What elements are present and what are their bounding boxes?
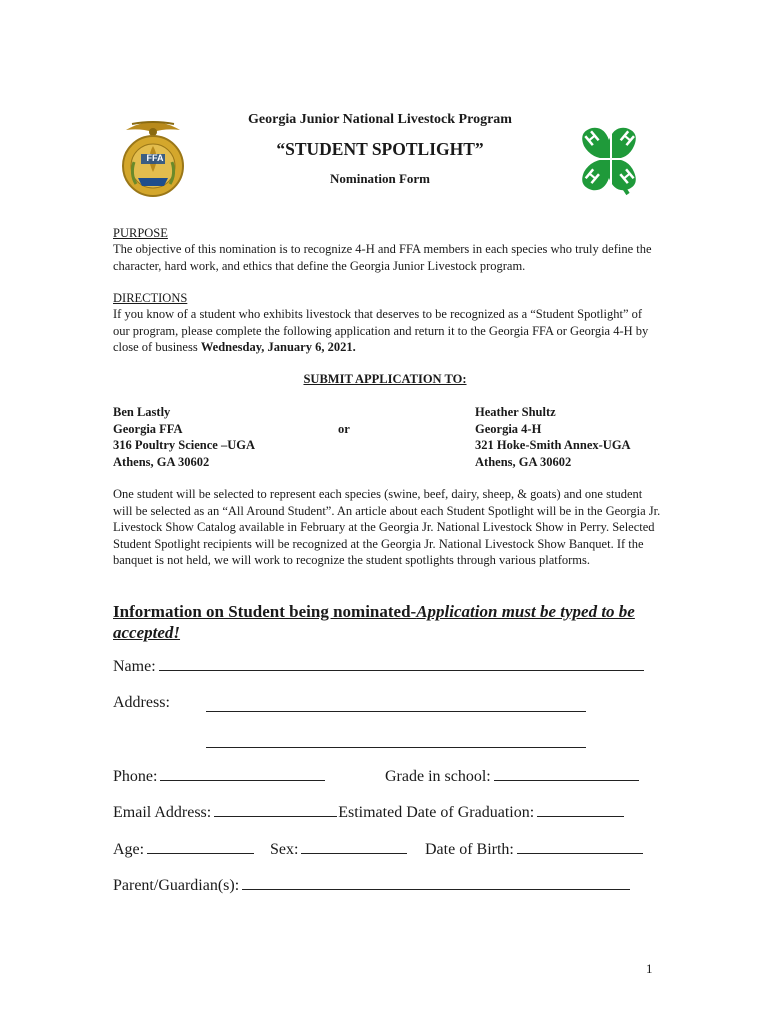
directions-text: If you know of a student who exhibits livestock that deserves to be recognized as a “Student Spotlight” of our program, please complete the following application and return it to the Georgia FFA or Georgia 4-H by close of business (113, 307, 649, 354)
ffa-emblem (118, 116, 188, 204)
address-line: 316 Poultry Science –UGA (113, 438, 255, 452)
dob-row (425, 839, 643, 860)
directions-deadline: Wednesday, January 6, 2021. (200, 340, 356, 354)
graduation-input-line[interactable] (537, 802, 624, 817)
email-input-line[interactable] (214, 802, 337, 817)
grade-label: Grade in school: (385, 768, 491, 785)
parent-label: Parent/Guardian(s): (113, 877, 240, 894)
info-heading-plain: Information on Student being nominated- (113, 602, 417, 621)
form-title: “STUDENT SPOTLIGHT” (276, 139, 484, 159)
graduation-label: Estimated Date of Graduation: (338, 804, 535, 821)
address-input-line-1[interactable] (206, 697, 586, 712)
phone-row (113, 766, 325, 787)
submit-right-address (475, 404, 631, 470)
address-line: 321 Hoke-Smith Annex-UGA (475, 438, 631, 452)
dob-label: Date of Birth: (425, 841, 514, 858)
clover-h-tr: H (616, 127, 638, 150)
sex-label: Sex: (270, 841, 299, 858)
email-row (113, 802, 624, 823)
submit-left-address (113, 404, 255, 470)
ffa-logo-text: FFA (146, 153, 164, 163)
sex-row (270, 839, 407, 860)
clover-h-br: H (616, 165, 638, 188)
address-line: Georgia 4-H (475, 421, 542, 436)
selection-paragraph: One student will be selected to represent each species (swine, beef, dairy, sheep, & goats) and one student will be selected as an “All Around Student”. An article about each Student Spotlight will be in the Georgia Jr. Livestock Show Catalog available in February at the Georgia Jr. National Livestock Show in Perry. Selected Student Spotlight recipients will be recognized at the Georgia Jr. National Livestock Show Banquet. If the banquet is not held, we will work to recognize the student spotlights through various platforms. (113, 487, 661, 567)
dob-input-line[interactable] (517, 839, 643, 854)
address-line: Athens, GA 30602 (113, 454, 210, 469)
parent-row (113, 875, 630, 896)
parent-input-line[interactable] (242, 875, 630, 890)
info-heading (113, 601, 673, 643)
age-label: Age: (113, 841, 145, 858)
four-h-clover-graphic (570, 120, 652, 198)
clover-h-bl: H (581, 165, 603, 188)
address-input-line-2[interactable] (206, 733, 586, 748)
submit-or: or (338, 422, 350, 436)
address-line: Athens, GA 30602 (475, 454, 572, 469)
address-label: Address: (113, 694, 170, 711)
phone-input-line[interactable] (160, 766, 325, 781)
submit-heading: SUBMIT APPLICATION TO: (303, 372, 467, 386)
address-line: Ben Lastly (113, 405, 171, 419)
name-label: Name: (113, 658, 156, 675)
page-number: 1 (646, 961, 653, 976)
address-line: Heather Shultz (475, 405, 556, 419)
phone-label: Phone: (113, 768, 158, 785)
program-name: Georgia Junior National Livestock Program (248, 112, 512, 127)
grade-row (385, 766, 639, 787)
info-heading-italic: Application must be typed to be accepted! (113, 602, 635, 642)
purpose-heading: PURPOSE (113, 226, 168, 240)
grade-input-line[interactable] (494, 766, 639, 781)
four-h-clover-logo (570, 120, 652, 198)
directions-heading: DIRECTIONS (113, 291, 188, 305)
age-row (113, 839, 254, 860)
age-input-line[interactable] (147, 839, 254, 854)
clover-h-tl: H (581, 127, 603, 150)
address-line: Georgia FFA (113, 421, 183, 436)
email-label: Email Address: (113, 804, 212, 821)
form-subtitle: Nomination Form (329, 171, 431, 186)
name-row (113, 656, 644, 677)
name-input-line[interactable] (159, 656, 644, 671)
purpose-text: The objective of this nomination is to recognize 4-H and FFA members in each species who truly define the character, hard work, and ethics that define the Georgia Junior Livestock program. (113, 242, 652, 273)
directions-paragraph (113, 306, 661, 356)
sex-input-line[interactable] (301, 839, 407, 854)
